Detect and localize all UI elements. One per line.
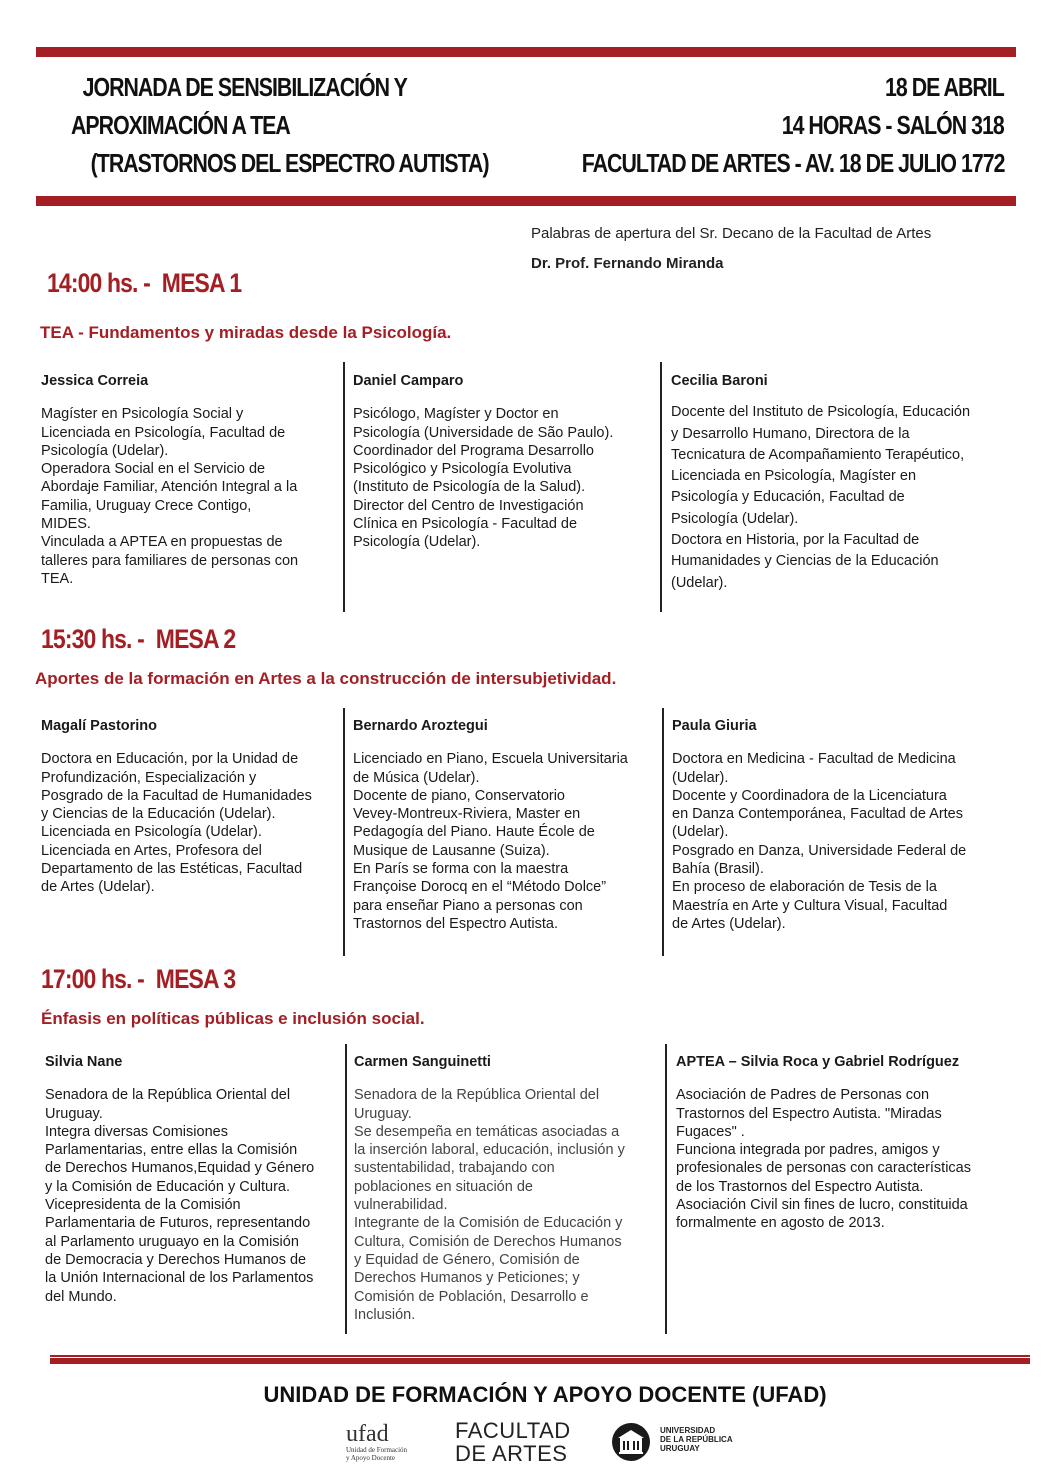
event-date: 18 DE ABRIL bbox=[885, 72, 1004, 102]
udelar-line-1: UNIVERSIDAD bbox=[660, 1426, 716, 1435]
facultad-logo-line-2: DE ARTES bbox=[455, 1441, 568, 1466]
speaker-bio: Senadora de la República Oriental del Uruguay. Integra diversas Comisiones Parlamentarias, entre ellas la Comisión de Derechos Humanos,Equidad y Género y la Comisión de Educación y Cultura. Vicepresidenta de la Comisión Parlamentaria de Futuros, representando al Parlamento uruguayo en la Comisión de Democracia y Derechos Humanos de la Unión Internacional de los Parlamentos del Mundo. bbox=[45, 1087, 315, 1305]
mesa-1-heading bbox=[47, 268, 253, 299]
mesa-3-subtitle: Énfasis en políticas públicas e inclusión social. bbox=[41, 1009, 425, 1028]
speaker-bio: Asociación de Padres de Personas con Trastornos del Espectro Autista. "Miradas Fugaces" . Funciona integrada por padres, amigos y profesionales de personas con características de los Trastornos del Espectro Autista. Asociación Civil sin fines de lucro, constituida formalmente en agosto de 2013. bbox=[676, 1087, 971, 1232]
event-title-line-3: (TRASTORNOS DEL ESPECTRO AUTISTA) bbox=[90, 148, 489, 178]
ufad-logo-caption-1: Unidad de Formación bbox=[346, 1446, 408, 1454]
mesa-3-heading bbox=[41, 964, 247, 995]
mesa-1-time: 14:00 hs. - bbox=[47, 268, 150, 298]
opening-speaker: Dr. Prof. Fernando Miranda bbox=[531, 255, 724, 272]
event-title-line-1: JORNADA DE SENSIBILIZACIÓN Y bbox=[82, 72, 407, 102]
column-divider bbox=[343, 708, 345, 956]
speaker-name: Paula Giuria bbox=[672, 718, 757, 734]
mesa-2-heading bbox=[41, 624, 247, 655]
udelar-logo-text bbox=[660, 1426, 733, 1453]
event-venue: FACULTAD DE ARTES - AV. 18 DE JULIO 1772 bbox=[581, 148, 1004, 178]
mesa-1-subtitle: TEA - Fundamentos y miradas desde la Psicología. bbox=[40, 323, 452, 342]
mesa-3-label: MESA 3 bbox=[155, 964, 236, 994]
speaker-bio: Licenciado en Piano, Escuela Universitaria de Música (Udelar). Docente de piano, Conservatorio Vevey-Montreux-Riviera, Master en Pedagogía del Piano. Haute École de Musique de Lausanne (Suiza). En París se forma con la maestra Françoise Dorocq en el “Método Dolce” para enseñar Piano a personas con Trastornos del Espectro Autista. bbox=[353, 751, 628, 932]
udelar-line-3: URUGUAY bbox=[660, 1444, 700, 1453]
column-divider bbox=[665, 1044, 667, 1334]
speaker-bio: Docente del Instituto de Psicología, Educación y Desarrollo Humano, Directora de la Tecnicatura de Acompañamiento Terapéutico, Licenciada en Psicología, Magíster en Psicología y Educación, Facultad de Psicología (Udelar). Doctora en Historia, por la Facultad de Humanidades y Ciencias de la Educación (Udelar). bbox=[671, 404, 971, 591]
mesa-3-speaker-1 bbox=[45, 1053, 345, 1306]
mesa-2-subtitle: Aportes de la formación en Artes a la construcción de intersubjetividad. bbox=[35, 669, 617, 688]
mesa-1-speaker-2 bbox=[353, 372, 653, 552]
mesa-2-speaker-3 bbox=[672, 717, 1012, 933]
header-red-bar bbox=[36, 196, 1016, 206]
event-title-line-2: APROXIMACIÓN A TEA bbox=[71, 110, 290, 140]
mesa-3-time: 17:00 hs. - bbox=[41, 964, 144, 994]
mesa-1-speaker-1 bbox=[41, 372, 336, 588]
mesa-2-speaker-1 bbox=[41, 717, 341, 897]
facultad-logo-line-1: FACULTAD bbox=[455, 1418, 571, 1443]
ufad-logo-wordmark: ufad bbox=[346, 1421, 389, 1447]
mesa-1-speaker-3 bbox=[671, 372, 1016, 594]
mesa-2-time: 15:30 hs. - bbox=[41, 624, 144, 654]
ufad-logo-caption-2: y Apoyo Docente bbox=[346, 1454, 395, 1462]
mesa-1-label: MESA 1 bbox=[161, 268, 242, 298]
footer-title: UNIDAD DE FORMACIÓN Y APOYO DOCENTE (UFAD) bbox=[263, 1382, 827, 1407]
ufad-logo bbox=[346, 1422, 407, 1462]
mesa-3-speaker-3 bbox=[676, 1053, 1016, 1233]
udelar-logo bbox=[611, 1422, 733, 1467]
speaker-name: Daniel Camparo bbox=[353, 373, 464, 389]
udelar-line-2: DE LA REPÚBLICA bbox=[660, 1435, 733, 1444]
mesa-2-speaker-2 bbox=[353, 717, 658, 933]
speaker-bio: Magíster en Psicología Social y Licenciada en Psicología, Facultad de Psicología (Udelar). Operadora Social en el Servicio de Abordaje Familiar, Atención Integral a la Familia, Uruguay Crece Contigo, MIDES. Vinculada a APTEA en propuestas de talleres para familiares de personas con TEA. bbox=[41, 406, 299, 587]
speaker-name: Carmen Sanguinetti bbox=[354, 1054, 491, 1070]
speaker-bio: Doctora en Educación, por la Unidad de Profundización, Especialización y Posgrado de la Facultad de Humanidades y Ciencias de la Educación (Udelar). Licenciada en Psicología (Udelar). Licenciada en Artes, Profesora del Departamento de las Estéticas, Facultad de Artes (Udelar). bbox=[41, 751, 312, 896]
column-divider bbox=[662, 708, 664, 956]
speaker-name: Magalí Pastorino bbox=[41, 718, 158, 734]
speaker-name: Silvia Nane bbox=[45, 1054, 123, 1070]
speaker-bio: Doctora en Medicina - Facultad de Medicina (Udelar). Docente y Coordinadora de la Licenciatura en Danza Contemporánea, Facultad de Artes (Udelar). Posgrado en Danza, Universidade Federal de Bahía (Brasil). En proceso de elaboración de Tesis de la Maestría en Arte y Cultura Visual, Facultad de Artes (Udelar). bbox=[672, 751, 967, 932]
mesa-3-speaker-2 bbox=[354, 1053, 659, 1324]
mesa-2-label: MESA 2 bbox=[155, 624, 236, 654]
udelar-emblem-icon bbox=[611, 1422, 651, 1462]
footer-rule-top bbox=[50, 1355, 1030, 1357]
speaker-name: APTEA – Silvia Roca y Gabriel Rodríguez bbox=[676, 1054, 960, 1070]
speaker-bio: Psicólogo, Magíster y Doctor en Psicología (Universidade de São Paulo). Coordinador del Programa Desarrollo Psicológico y Psicología Evolutiva (Instituto de Psicología de la Salud). Director del Centro de Investigación Clínica en Psicología - Facultad de Psicología (Udelar). bbox=[353, 406, 614, 551]
footer-red-bar bbox=[50, 1358, 1030, 1364]
top-red-bar bbox=[36, 47, 1016, 57]
column-divider bbox=[343, 362, 345, 612]
opening-text: Palabras de apertura del Sr. Decano de la Facultad de Artes bbox=[531, 225, 932, 242]
speaker-name: Cecilia Baroni bbox=[671, 373, 768, 389]
facultad-artes-logo bbox=[455, 1419, 571, 1465]
column-divider bbox=[660, 362, 662, 612]
event-time-room: 14 HORAS - SALÓN 318 bbox=[781, 110, 1004, 140]
speaker-name: Jessica Correia bbox=[41, 373, 149, 389]
speaker-bio: Senadora de la República Oriental del Uruguay. Se desempeña en temáticas asociadas a la inserción laboral, educación, inclusión y sustentabilidad, trabajando con poblaciones en situación de vulnerabilidad. Integrante de la Comisión de Educación y Cultura, Comisión de Derechos Humanos y Equidad de Género, Comisión de Derechos Humanos y Peticiones; y Comisión de Población, Desarrollo e Inclusión. bbox=[354, 1087, 625, 1323]
column-divider bbox=[345, 1044, 347, 1334]
speaker-name: Bernardo Aroztegui bbox=[353, 718, 488, 734]
